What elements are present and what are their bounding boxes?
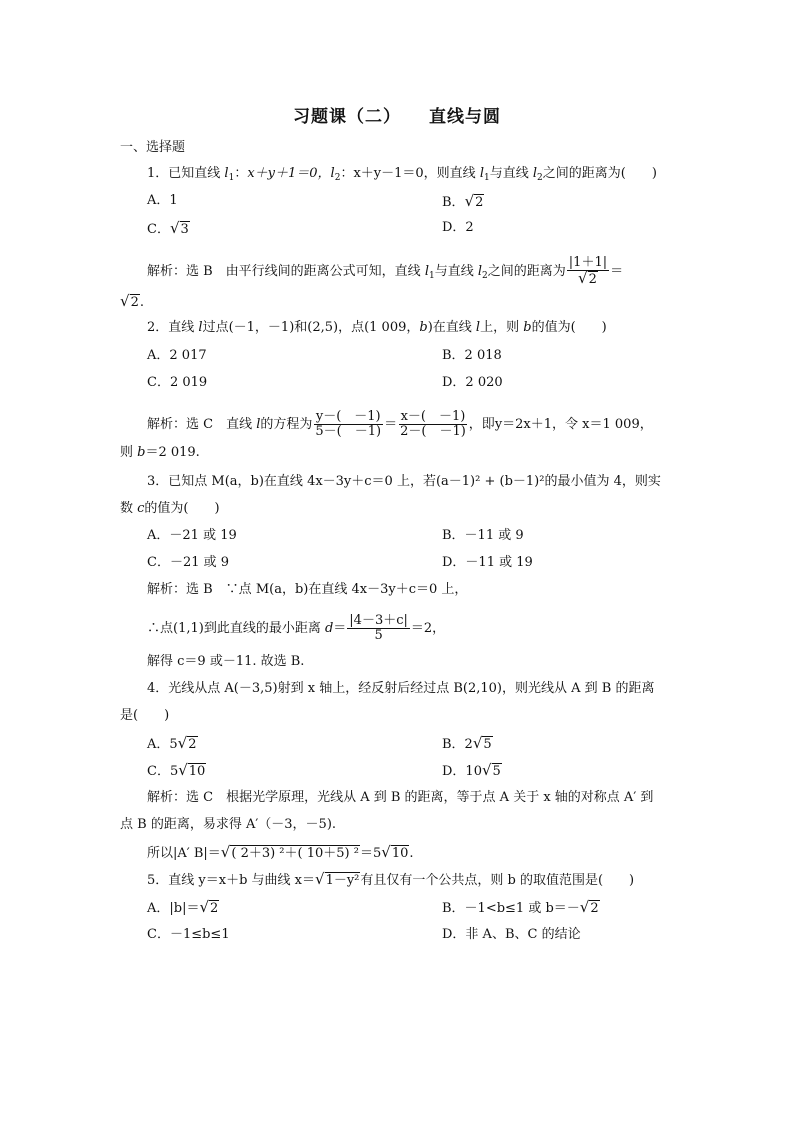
title-part-1: 习题课（二） <box>293 107 401 127</box>
q2-option-c: C．2 019 <box>147 375 208 390</box>
q4-stem-line1: 4．光线从点 A(－3,5)射到 x 轴上，经反射后经过点 B(2,10)，则光线从 A 到 B 的距离 <box>147 681 655 696</box>
q2-solution-end: 则 b＝2 019. <box>120 445 200 460</box>
q1-option-a: A．1 <box>147 193 178 208</box>
q3-option-b: B．－11 或 9 <box>442 528 524 543</box>
q1-option-c: C．√3 <box>147 219 189 237</box>
q4-solution-line1: 解析：选 C 根据光学原理，光线从 A 到 B 的距离，等于点 A 关于 x 轴的对称点 A′ 到 <box>147 790 654 805</box>
section-heading: 一、选择题 <box>120 140 186 155</box>
q4-solution-line3: 所以|A′ B|＝√( 2＋3) ²＋( 10＋5) ²＝5√10. <box>147 843 414 861</box>
title-part-2: 直线与圆 <box>429 107 501 127</box>
q5-option-a: A．|b|＝√2 <box>147 898 219 916</box>
q1-stem: 1．已知直线 $l_1$：x＋y＋1＝0，$l_2$：x＋y－1＝0，则直线 $l_1$与直线 $l_2$之间的距离为( ) <box>147 166 657 183</box>
q4-option-b: B．2√5 <box>442 734 492 752</box>
q3-solution-line2: ∴点(1,1)到此直线的最小距离 d＝ $\frac{|4-3+c|}{5}$ ＝2， <box>147 613 446 643</box>
q3-option-d: D．－11 或 19 <box>442 555 533 570</box>
q4-solution-line2: 点 B 的距离，易求得 A′（－3，－5). <box>120 817 337 832</box>
q3-option-a: A．－21 或 19 <box>147 528 237 543</box>
q2-option-a: A．2 017 <box>147 348 207 363</box>
q3-stem-line2: 数 c的值为( ) <box>120 501 220 516</box>
q5-option-c: C．－1≤b≤1 <box>147 927 230 942</box>
q4-option-a: A．5√2 <box>147 734 197 752</box>
q4-option-c: C．5√10 <box>147 761 206 779</box>
q1-option-b: B．√2 <box>442 192 484 210</box>
q5-stem: 5．直线 y＝x＋b 与曲线 x＝√1－y²有且仅有一个公共点，则 b 的取值范围是( ) <box>147 870 635 888</box>
q3-solution-line3: 解得 c＝9 或－11. 故选 B. <box>147 654 305 669</box>
q5-option-d: D．非 A、B、C 的结论 <box>442 927 581 942</box>
q1-solution-end: √2. <box>120 292 144 310</box>
q3-option-c: C．－21 或 9 <box>147 555 230 570</box>
q2-stem: 2．直线 l过点(－1，－1)和(2,5)，点(1 009，b)在直线 l上，则 b的值为( ) <box>147 320 607 335</box>
q1-option-d: D．2 <box>442 220 474 235</box>
q5-option-b: B．－1<b≤1 或 b＝－√2 <box>442 898 599 916</box>
page-title <box>0 107 794 127</box>
q2-solution: 解析：选 C 直线 l的方程为 $\frac{y-( -1)}{5-( -1)}$ ＝ $\frac{x-( -1)}{2-( -1)}$ ，即y＝2x＋1，令 x＝1 009， <box>147 409 653 439</box>
q2-option-d: D．2 020 <box>442 375 503 390</box>
q4-option-d: D．10√5 <box>442 761 501 779</box>
q3-solution-line1: 解析：选 B ∵点 M(a，b)在直线 4x－3y＋c＝0 上， <box>147 582 468 597</box>
q2-option-b: B．2 018 <box>442 348 502 363</box>
q1-solution: 解析：选 B 由平行线间的距离公式可知，直线 $l_1$与直线 $l_2$之间的距离为 $\frac{|1+1|}{√2}$ ＝ <box>147 255 624 287</box>
q3-stem-line1: 3．已知点 M(a，b)在直线 4x－3y＋c＝0 上，若(a－1)² + (b－1)²的最小值为 4，则实 <box>147 474 661 489</box>
q4-stem-line2: 是( ) <box>120 708 170 723</box>
